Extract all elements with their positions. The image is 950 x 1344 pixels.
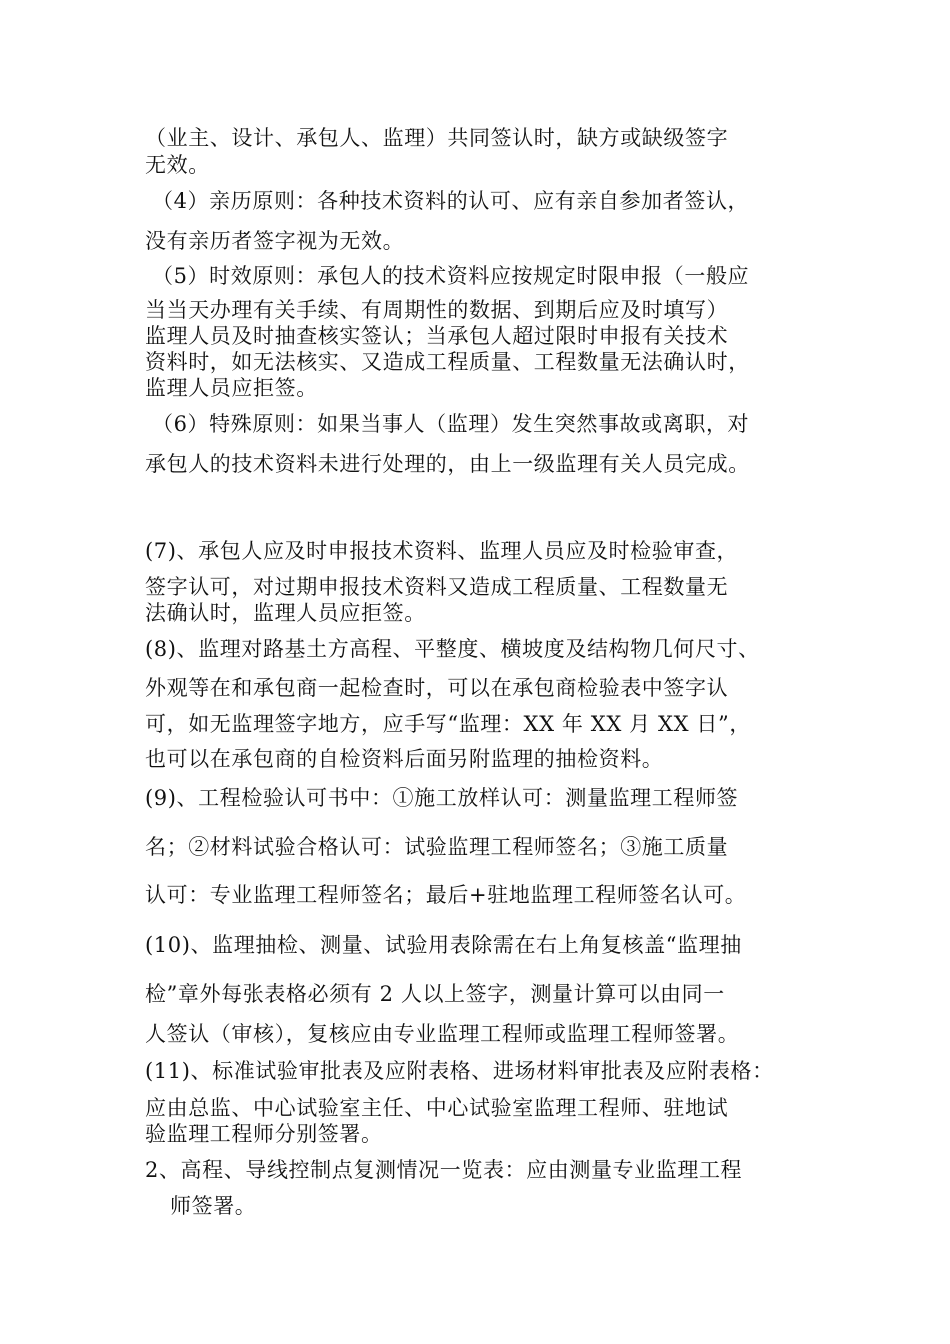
text-line: 验监理工程师分别签署。 [145,1122,383,1146]
text-line: 资料时，如无法核实、又造成工程质量、工程数量无法确认时， [145,350,750,374]
text-line: 监理人员应拒签。 [145,376,318,400]
text-line: 承包人的技术资料未进行处理的，由上一级监理有关人员完成。 [145,452,750,476]
text-line: 法确认时，监理人员应拒签。 [145,601,426,625]
text-line: (7)、承包人应及时申报技术资料、监理人员应及时检验审查， [145,539,739,563]
text-line: 2、高程、导线控制点复测情况一览表：应由测量专业监理工程 [145,1158,743,1182]
text-line: 没有亲历者签字视为无效。 [145,229,405,253]
text-line: （4）亲历原则：各种技术资料的认可、应有亲自参加者签认， [152,189,750,213]
text-line: 名；②材料试验合格认可：试验监理工程师签名；③施工质量 [145,835,729,859]
text-line: 人签认（审核），复核应由专业监理工程师或监理工程师签署。 [145,1022,740,1046]
text-line: 可，如无监理签字地方，应手写“监理：XX 年 XX 月 XX 日”， [145,712,751,736]
text-line: 无效。 [145,153,210,177]
text-line: (9)、工程检验认可书中：①施工放样认可：测量监理工程师签 [145,786,739,810]
text-line: （6）特殊原则：如果当事人（监理）发生突然事故或离职，对 [152,412,750,436]
text-line: 应由总监、中心试验室主任、中心试验室监理工程师、驻地试 [145,1096,729,1120]
text-line: 当当天办理有关手续、有周期性的数据、到期后应及时填写） [145,298,729,322]
text-line: 检”章外每张表格必须有 2 人以上签字，测量计算可以由同一 [145,982,725,1006]
text-line: 也可以在承包商的自检资料后面另附监理的抽检资料。 [145,747,664,771]
text-line: 外观等在和承包商一起检查时，可以在承包商检验表中签字认 [145,676,729,700]
text-line: （业主、设计、承包人、监理）共同签认时，缺方或缺级签字 [145,126,729,150]
text-line: （5）时效原则：承包人的技术资料应按规定时限申报（一般应 [152,264,750,288]
text-line: 认可：专业监理工程师签名；最后+驻地监理工程师签名认可。 [145,883,747,907]
text-line: (11)、标准试验审批表及应附表格、进场材料审批表及应附表格： [145,1059,774,1083]
text-line: 师签署。 [170,1194,257,1218]
text-line: (10)、监理抽检、测量、试验用表除需在右上角复核盖“监理抽 [145,933,742,957]
text-line: 签字认可，对过期申报技术资料又造成工程质量、工程数量无 [145,575,729,599]
text-line: 监理人员及时抽查核实签认；当承包人超过限时申报有关技术 [145,324,729,348]
text-line: (8)、监理对路基土方高程、平整度、横坡度及结构物几何尺寸、 [145,637,760,661]
